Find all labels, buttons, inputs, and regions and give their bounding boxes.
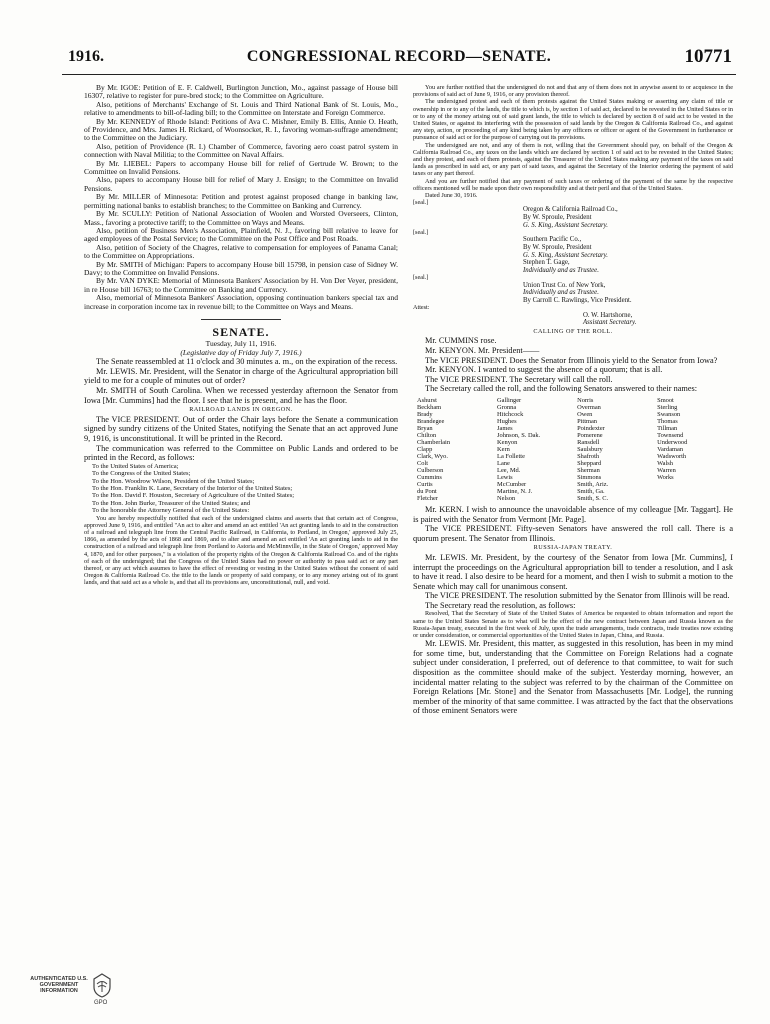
senator-name: Smith, Ga. [577, 487, 605, 495]
rollcall-paragraph: The VICE PRESIDENT. The Secretary will call the roll. [425, 374, 613, 384]
senator-name: Sterling [657, 403, 678, 411]
rollcall-paragraph: Mr. KENYON. Mr. President—— [425, 345, 540, 355]
signature-line: By W. Sproule, President [523, 244, 592, 252]
resolution-text: Resolved, That the Secretary of State of the United States of America be requested to obtain information and report the same to the United States Senate as to what will be the effect of the new contract between Japan and Russia known as the Russia-Japan treaty, executed in the first week of July, upon the trade arrangements, trade contracts, trade treaties now existing or under consideration, or commercial opportunities of the United States in Japan, China, and Russia. [413, 610, 733, 640]
signature-block [413, 199, 733, 327]
petition: By Mr. VAN DYKE: Memorial of Minnesota Bankers' Association by H. Von Der Veyer, president, in re House bill 16763; to the Committee on Banking and Currency. [84, 276, 398, 294]
senator-name: Pittman [577, 417, 597, 425]
signature-line: G. S. King, Assistant Secretary. [523, 251, 608, 259]
petition: Also, memorial of Minnesota Bankers' Association, opposing continuation bankers special tax and increase in corporation income tax in revenue bill; to the Committee on Ways and Means. [84, 293, 398, 311]
senator-name: Norris [577, 396, 594, 404]
logo-text: AUTHENTICATED U.S. GOVERNMENT INFORMATION [30, 976, 88, 995]
opening-paragraph: Mr. SMITH of South Carolina. When we recessed yesterday afternoon the Senator from Iowa [Mr. Cummins] had the floor. I see that he is present, and he has the floor. [84, 385, 398, 405]
header-year: 1916. [68, 48, 104, 65]
signature-line: Oregon & California Railroad Co., [523, 206, 618, 214]
senator-name: Fletcher [417, 494, 438, 502]
senator-name: Smith, Ariz. [577, 480, 609, 488]
senator-name: Gronna [497, 403, 517, 411]
notice-paragraph: You are hereby respectfully notified that each of the undersigned claims and asserts that that certain act of Congress, approved June 9, 1916, and entitled "An act to alter and amend an act entitled 'An act granting lands to aid in the construction of a railroad and telegraph line from the Central Pacific Railroad, in California, to Portland, in Oregon,' approved July 25, 1866, as amended by the acts of 1868 and 1869, and to alter and amend an act entitled 'An act granting lands to aid in the construction of a railroad and telegraph line from Portland to Astoria and McMinnville, in the State of Oregon,' approved May 4, 1870, and for other purposes," is a violation of the property rights of the Oregon & California Railroad Co. and of the rights of each of the undersigned; that the Congress of the United States had no power or authority to pass said act or any part thereof, or any act which assumes to have the effect of revesting or vesting in the United States without the consent of said Oregon & California Railroad Co. the title to the lands or property of said company, or to any money arising out of its grant lands, and that said act as a whole is, and that all its provisions are, unconstitutional, null, and void. [84, 514, 398, 587]
petition: Also, petition of Business Men's Association, Plainfield, N. J., favoring bill relative to leave for aged employees of the Postal Service; to the Committee on the Post Office and Post Roads. [84, 225, 398, 244]
attest-line: O. W. Hartshorne, [583, 311, 633, 319]
senator-name: Simmons [577, 473, 602, 481]
senator-name: Warren [657, 466, 676, 474]
senator-name: La Follette [497, 452, 525, 460]
senator-name: Pomerene [577, 431, 603, 439]
senator-name: Ransdell [577, 438, 600, 446]
senator-name: Kern [497, 445, 510, 453]
right-column [413, 84, 733, 964]
senator-name: Martine, N. J. [497, 487, 533, 495]
senator-name: Curtis [417, 480, 433, 488]
senator-name: Owen [577, 410, 593, 418]
rollcall-paragraph: The VICE PRESIDENT. Does the Senator from Illinois yield to the Senator from Iowa? [425, 355, 718, 365]
after-roll-paragraph: The VICE PRESIDENT. Fifty-seven Senators have answered the roll call. There is a quorum present. The Senator from Illinois. [413, 524, 733, 543]
address-line: To the honorable the Attorney General of the United States: [92, 507, 250, 515]
senator-name: Smoot [657, 396, 674, 404]
senator-name: Lane [497, 459, 510, 467]
gpo-authentication-logo [26, 968, 118, 1016]
page-header [62, 44, 736, 75]
senator-name: Kenyon [497, 438, 518, 446]
notice-paragraph: The undersigned are not, and any of them is not, willing that the Government should pay, on behalf of the Oregon & California Railroad Co., any taxes on the lands which are declared by section 1 of said act to be revested in the United States; and they protest, and each of them protests, against the Treasurer of the United States making any payment of the taxes on said lands as prescribed in said act, or any part of said taxes, and against the Secretary of the Interior ordering the payment of said taxes or any part thereof. [413, 141, 733, 178]
legislative-day: (Legislative day of Friday July 7, 1916.) [180, 347, 302, 357]
senator-name: Chamberlain [417, 438, 451, 446]
treaty-paragraph: Mr. LEWIS. Mr. President, by the courtesy of the Senator from Iowa [Mr. Cummins], I interrupt the proceedings on the Agricultural appropriation bill to tender a resolution, and I ask to have it read. I also desire to be heard for a moment, and then I wish to submit a motion to the Senate which may call for unanimous consent. [413, 552, 733, 591]
senator-name: Cummins [417, 473, 442, 481]
after-roll-paragraph: Mr. KERN. I wish to announce the unavoidable absence of my colleague [Mr. Taggart]. He is paired with the Senator from Vermont [Mr. Page]. [413, 504, 733, 524]
senator-column [497, 397, 573, 502]
header-page-number: 10771 [684, 46, 732, 67]
seal-label: [seal.] [413, 274, 429, 282]
seal-label: [seal.] [413, 229, 429, 237]
senator-name: James [497, 424, 513, 432]
signature-line: Individually and as Trustee. [523, 289, 599, 297]
senator-name: Brady [417, 410, 433, 418]
senator-name: Wadsworth [657, 452, 687, 460]
senator-name: Underwood [657, 438, 688, 446]
senator-name: Sherman [577, 466, 600, 474]
senator-name: Brandegee [417, 417, 445, 425]
address-line: To the Hon. Franklin K. Lane, Secretary of the Interior of the United States; [92, 484, 293, 492]
petition: By Mr. IGOE: Petition of E. F. Caldwell, Burlington Junction, Mo., against passage of House bill 16307, relative to register for pure-bred stock; to the Committee on Agriculture. [84, 84, 398, 101]
signature-line: By Carroll C. Rawlings, Vice President. [523, 296, 632, 304]
rollcall-paragraph: The Secretary called the roll, and the following Senators answered to their names: [425, 384, 698, 394]
session-date: Tuesday, July 11, 1916. [205, 339, 277, 349]
petitions-list [84, 84, 398, 311]
notice-paragraph: The undersigned protest and each of them protests against the United States making or asserting any claim of title or ownership in or to any of the lands, the title to which is, by section 1 of said act, declared to be revested in the United States or in or to any of the money arising out of said grant lands, the title to which is declared by section 8 of said act to be vested in the United States, or against its interfering with the possession of said lands by the Oregon & California Railroad Co., and against any step, action, or proceeding of any kind being taken by any officers or officer or agent of the Government in furtherance or pursuance of said act or for the purpose of carrying out its provisions. [413, 98, 733, 142]
senator-name: Townsend [657, 431, 684, 439]
address-line: To the Hon. David F. Houston, Secretary of Agriculture of the United States; [92, 492, 295, 500]
senator-name: Hitchcock [497, 410, 524, 418]
senator-column [417, 397, 493, 502]
senator-name: Smith, S. C. [577, 494, 609, 502]
senator-name: Nelson [497, 494, 516, 502]
opening-paragraph: Mr. LEWIS. Mr. President, will the Senator in charge of the Agricultural appropriation bill yield to me for a couple of minutes out of order? [84, 366, 398, 386]
signature-line: Union Trust Co. of New York, [523, 281, 606, 289]
notice-paragraph: You are further notified that the undersigned do not and that any of them does not in anywise assent to or acquiesce in the provisions of said act of June 9, 1916, or any provision thereof. [413, 84, 733, 99]
petition: By Mr. KENNEDY of Rhode Island: Petitions of Ava C. Mishner, Emily B. Ellis, Annie O. Heath, of Providence, and Mrs. James H. Rickard, of Woonsocket, R. I., favoring woman-suffrage amendment; to the Committee on the Judiciary. [84, 116, 398, 143]
left-column [84, 84, 398, 964]
senate-heading: SENATE. [212, 324, 270, 339]
treaty-paragraph: The Secretary read the resolution, as follows: [425, 600, 576, 610]
senator-name: Thomas [657, 417, 678, 425]
rollcall-heading: CALLING OF THE ROLL. [533, 327, 613, 335]
petition: Also, petitions of Merchants' Exchange of St. Louis and Third National Bank of St. Louis, Mo., relative to amendments to bill-of-lading bill; to the Committee on Interstate and Foreign Commerce. [84, 99, 398, 118]
gpo-mark: GPO [94, 1000, 108, 1006]
opening-paragraph: The Senate reassembled at 11 o'clock and 30 minutes a. m., on the expiration of the recess. [96, 357, 398, 367]
address-line: To the Hon. John Burke, Treasurer of the United States; and [92, 499, 251, 507]
senator-name: Sheppard [577, 459, 602, 467]
petition: By Mr. SMITH of Michigan: Papers to accompany House bill 15798, in pension case of Sidney W. Davy; to the Committee on Invalid Pensions. [84, 259, 398, 277]
senator-name: Lee, Md. [497, 466, 521, 474]
petition: By Mr. SCULLY: Petition of National Association of Woolen and Worsted Overseers, Clinton, Mass., favoring a protective tariff; to the Committee on Ways and Means. [84, 209, 398, 227]
senator-name: Beckham [417, 403, 442, 411]
senator-column [657, 397, 733, 502]
senator-name: Works [657, 473, 674, 481]
senator-name: Colt [417, 459, 429, 467]
senator-name: Shafroth [577, 452, 600, 460]
senator-name: Vardaman [657, 445, 684, 453]
senator-column [577, 397, 653, 502]
senator-name: Culberson [417, 466, 444, 474]
final-paragraph: Mr. LEWIS. Mr. President, this matter, as suggested in this resolution, has been in my mind for some time, but, understanding that the Committee on Foreign Relations had a cognate subject under consideration, I preferred, out of deference to that committee, to wait for such disposition as the committee should make of the subject. Yesterday morning, however, an incidental matter relating to the subject was referred to by the chairman of the Committee on Foreign Relations [Mr. Stone] and the Senator from Massachusetts [Mr. Lodge], the running member of the minority of that same committee. I was attracted by the fact that the observations of those eminent Senators were [413, 639, 733, 716]
notice-paragraph: And you are further notified that any payment of such taxes or ordering of the payment of the same by the respective officers mentioned will be made upon their own responsibility and at their peril and that of the United States. [413, 177, 733, 192]
senator-name: Clapp [417, 445, 433, 453]
address-line: To the Congress of the United States; [92, 470, 191, 478]
railroad-paragraph: The communication was referred to the Committee on Public Lands and ordered to be printed in the Record, as follows: [84, 443, 398, 463]
senator-name: Gallinger [497, 396, 522, 404]
header-title: CONGRESSIONAL RECORD—SENATE. [246, 48, 552, 65]
attest-line: Assistant Secretary. [583, 319, 637, 327]
petition: Also, petition of Society of the Chagres, relative to compensation for employees of Panama Canal; to the Committee on Appropriations. [84, 242, 398, 261]
senator-name: du Pont [417, 487, 437, 495]
section-divider [201, 319, 281, 320]
signature-line: By W. Sproule, President [523, 214, 592, 222]
address-line: To the Hon. Woodrow Wilson, President of the United States; [92, 477, 255, 485]
petition: By Mr. MILLER of Minnesota: Petition and protest against proposed change in banking law, permitting national banks to establish branches; to the Committee on Banking and Currency. [84, 192, 398, 210]
treaty-paragraph: The VICE PRESIDENT. The resolution submitted by the Senator from Illinois will be read. [425, 591, 730, 601]
dated-line: Dated June 30, 1916. [425, 192, 478, 200]
senator-name: Overman [577, 403, 601, 411]
senator-name: Poindexter [577, 424, 605, 432]
senator-name: Swanson [657, 410, 681, 418]
senator-name: McCumber [497, 480, 527, 488]
rollcall-paragraph: Mr. KENYON. I wanted to suggest the absence of a quorum; that is all. [425, 365, 663, 375]
seal-label: [seal.] [413, 199, 429, 207]
senator-name: Saulsbury [577, 445, 603, 453]
address-line: To the United States of America; [92, 462, 179, 470]
eagle-seal-icon [90, 972, 114, 998]
senator-name: Lewis [497, 473, 513, 481]
signature-line: Individually and as Trustee. [523, 266, 599, 274]
senator-name: Hughes [497, 417, 517, 425]
railroad-paragraph: The VICE PRESIDENT. Out of order the Chair lays before the Senate a communication signed by sundry citizens of the United States, notifying the Senate that an act approved June 9, 1916, is unconstitutional. It will be printed in the Record. [84, 414, 398, 443]
petition: Also, papers to accompany House bill for relief of Mary J. Ensign; to the Committee on Invalid Pensions. [84, 175, 398, 193]
railroad-lands-heading: RAILROAD LANDS IN OREGON. [189, 406, 293, 414]
signature-line: Stephen T. Gage, [523, 259, 570, 267]
senator-name: Ashurst [417, 396, 437, 404]
senator-name: Chilton [417, 431, 437, 439]
senator-name: Tillman [657, 424, 678, 432]
address-list [84, 463, 398, 515]
senator-roll-list [417, 397, 733, 502]
senator-name: Bryan [417, 424, 433, 432]
attest-label: Attest: [413, 304, 430, 312]
petition: By Mr. LIEBEL: Papers to accompany House bill for relief of Gertrude W. Brown; to the Committee on Invalid Pensions. [84, 158, 398, 177]
signature-line: Southern Pacific Co., [523, 236, 582, 244]
petition: Also, petition of Providence (R. I.) Chamber of Commerce, favoring aero coast patrol system in connection with Naval Militia; to the Committee on Naval Affairs. [84, 141, 398, 160]
russia-japan-treaty-heading: RUSSIA-JAPAN TREATY. [533, 544, 613, 552]
senator-name: Walsh [657, 459, 673, 467]
senator-name: Clark, Wyo. [417, 452, 448, 460]
rollcall-paragraph: Mr. CUMMINS rose. [425, 336, 497, 346]
senator-name: Johnson, S. Dak. [497, 431, 541, 439]
signature-line: G. S. King, Assistant Secretary. [523, 221, 608, 229]
